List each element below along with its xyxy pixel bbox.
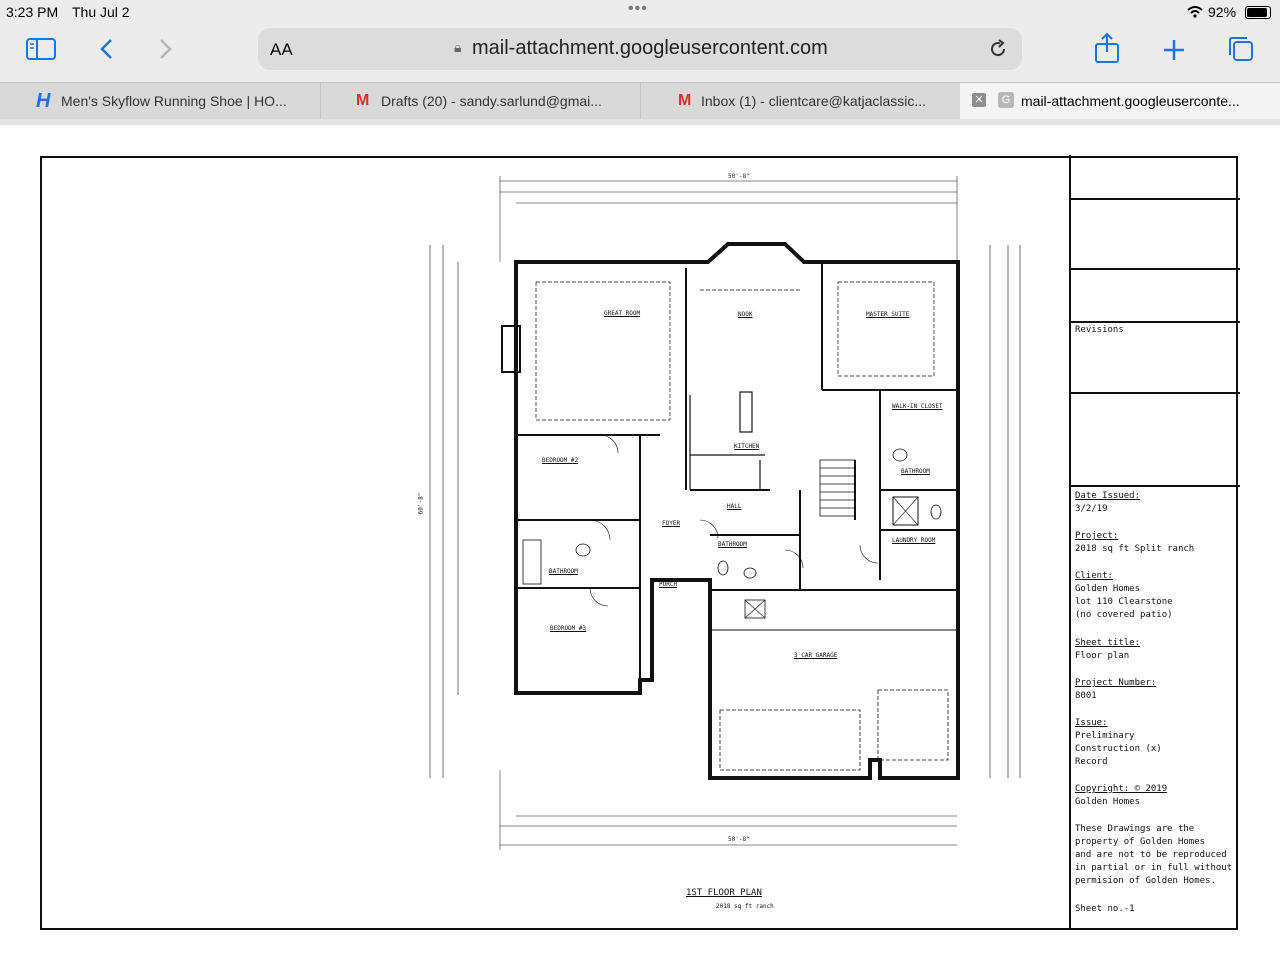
text-size-button[interactable]: AA [270, 40, 293, 59]
room-label-master-suite: MASTER SUITE [866, 311, 910, 318]
status-date: Thu Jul 2 [72, 4, 130, 20]
client-label: Client: [1075, 571, 1113, 581]
sheet-number: Sheet no.-1 [1075, 904, 1135, 914]
sheet-title-value: Floor plan [1075, 651, 1130, 661]
room-label-porch: PORCH [659, 581, 678, 588]
notice-line-5: permision of Golden Homes. [1075, 876, 1216, 886]
client-line-3: (no covered patio) [1075, 610, 1173, 620]
notice-line-2: property of Golden Homes [1075, 837, 1206, 847]
multitask-dots-icon[interactable]: ••• [628, 0, 648, 17]
plan-subtitle: 2018 sq ft ranch [716, 903, 774, 910]
hoka-favicon-icon: H [36, 90, 51, 112]
room-label-garage: 3 CAR GARAGE [794, 652, 838, 659]
tab-label: Drafts (20) - sandy.sarlund@gmai... [381, 93, 602, 109]
room-label-kitchen: KITCHEN [734, 443, 760, 450]
client-line-1: Golden Homes [1075, 584, 1141, 594]
issue-line-2: Construction (x) [1075, 744, 1162, 754]
project-value: 2018 sq ft Split ranch [1075, 544, 1195, 554]
project-label: Project: [1075, 531, 1119, 541]
url-text[interactable]: mail-attachment.googleusercontent.com [472, 37, 828, 59]
date-issued-label: Date Issued: [1075, 491, 1141, 501]
date-issued-value: 3/2/19 [1075, 504, 1108, 514]
overall-width-dimension-bottom: 50'-8" [728, 836, 750, 843]
overall-depth-dimension: 60'-8" [417, 492, 425, 515]
project-number-value: 8001 [1075, 691, 1097, 701]
tab-label: Inbox (1) - clientcare@katjaclassic... [701, 93, 927, 109]
title-block [1069, 155, 1240, 930]
site-favicon-icon: G [998, 92, 1014, 108]
room-label-nook: NOOK [738, 311, 753, 318]
notice-line-1: These Drawings are the [1075, 824, 1195, 834]
tab-label: mail-attachment.googleuserconte... [1021, 93, 1240, 109]
room-label-hall-bathroom: BATHROOM [718, 541, 747, 548]
copyright-label: Copyright: © 2019 [1075, 784, 1168, 794]
gmail-icon: M [678, 92, 692, 109]
tab-label: Men's Skyflow Running Shoe | HO... [61, 93, 287, 109]
notice-line-4: in partial or in full without [1075, 863, 1233, 873]
room-label-bathroom: BATHROOM [549, 568, 578, 575]
status-time: 3:23 PM [6, 4, 59, 20]
issue-label: Issue: [1075, 718, 1108, 728]
revisions-label: Revisions [1075, 325, 1124, 335]
issue-line-3: Record [1075, 757, 1108, 767]
gmail-icon: M [356, 92, 370, 109]
battery-percent: 92% [1208, 4, 1237, 20]
room-label-laundry-room: LAUNDRY ROOM [892, 537, 936, 544]
copyright-holder: Golden Homes [1075, 797, 1141, 807]
project-number-label: Project Number: [1075, 678, 1157, 688]
room-label-great-room: GREAT ROOM [604, 310, 641, 317]
room-label-bedroom-2: BEDROOM #2 [542, 457, 579, 464]
room-label-foyer: FOYER [662, 520, 681, 527]
plan-title: 1ST FLOOR PLAN [686, 888, 762, 898]
sheet-title-label: Sheet title: [1075, 638, 1141, 648]
overall-width-dimension: 50'-8" [728, 173, 750, 180]
lock-icon: 🔒︎ [454, 39, 462, 55]
issue-line-1: Preliminary [1075, 731, 1135, 741]
room-label-bedroom-3: BEDROOM #3 [550, 625, 587, 632]
room-label-walk-in-closet: WALK-IN CLOSET [892, 403, 943, 410]
room-label-hall: HALL [727, 503, 742, 510]
notice-line-3: and are not to be reproduced [1075, 850, 1227, 860]
room-label-master-bathroom: BATHROOM [901, 468, 930, 475]
close-tab-icon[interactable]: ✕ [972, 93, 986, 107]
client-line-2: lot 110 Clearstone [1075, 597, 1173, 607]
